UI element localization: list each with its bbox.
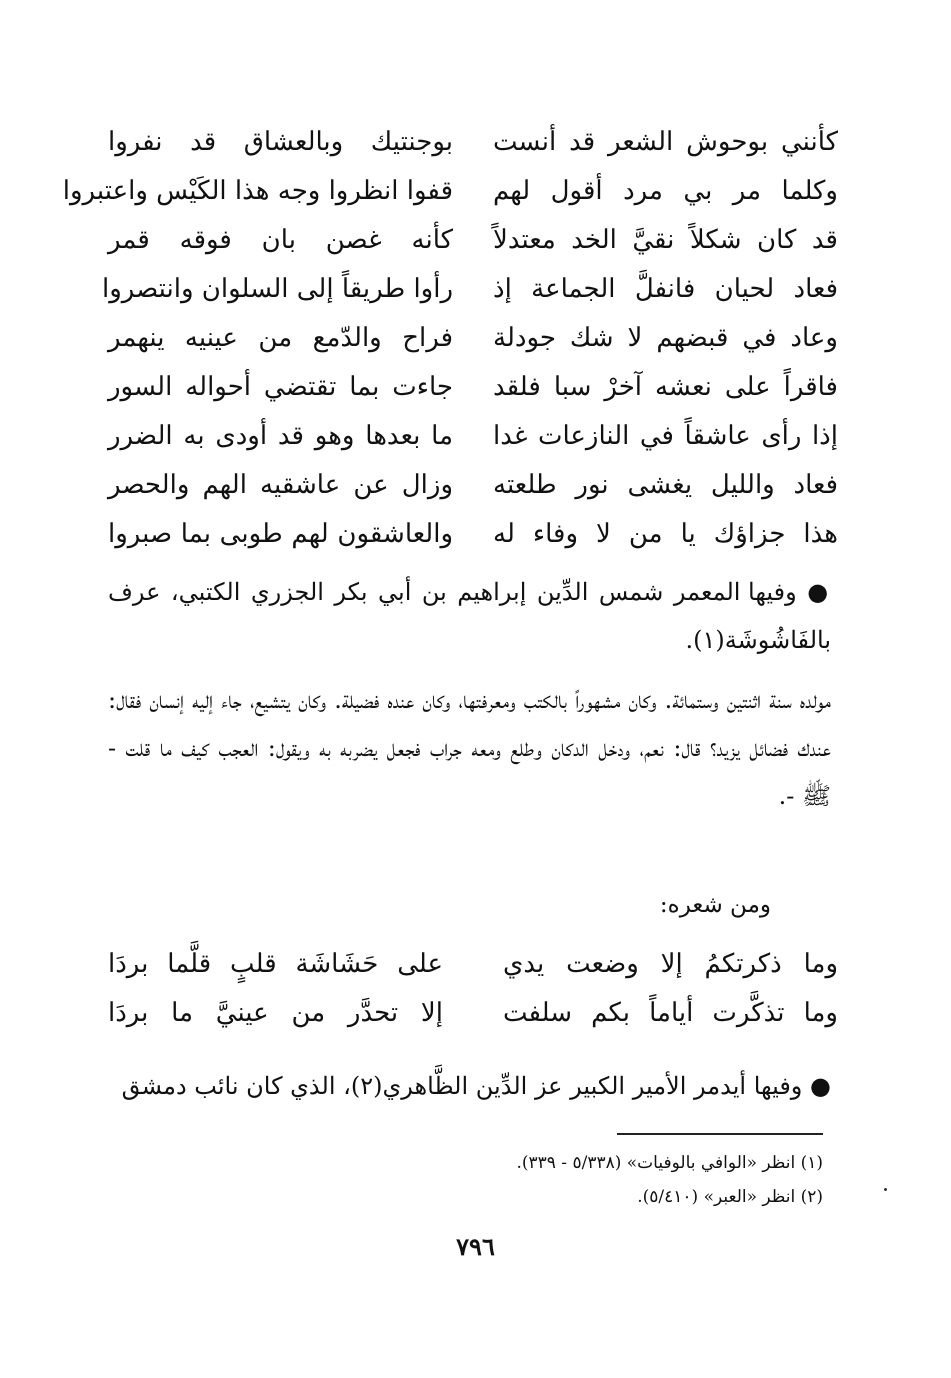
- footnote-2: (٢) انظر «العبر» (٥/٤١٠).: [637, 1187, 823, 1207]
- verse-second-hemistich: فراح والدّمع من عينيه ينهمر: [108, 323, 453, 353]
- verse-first-hemistich: إذا رأى عاشقاً في النازعات غدا: [493, 421, 838, 451]
- poem-top: [62, 118, 838, 559]
- verse-second-hemistich: بوجنتيك وبالعشاق قد نفروا: [108, 127, 453, 157]
- poem-bottom: [108, 940, 838, 1038]
- biography-paragraph: مولده سنة اثنتين وستمائة. وكان مشهوراً بالكتب ومعرفتها، وكان عنده فضيلة. وكان يتشيع، جاء إليه إنسان فقال: عندك فضائل يزيد؟ قال: نعم، ودخل الدكان وطلع ومعه جراب فجعل يضربه به ويقول: العجب كيف ما قلت - ﷺ -.: [108, 686, 831, 810]
- entry-paragraph-aydamur: [108, 1062, 831, 1110]
- poetry-heading: ومن شعره:: [659, 892, 771, 918]
- verse-first-hemistich: وما ذكرتكمُ إلا وضعت يدي: [503, 949, 838, 979]
- footnotes: [516, 1146, 823, 1214]
- verse-first-hemistich: فعاد والليل يغشى نور طلعته: [493, 470, 838, 500]
- verse-first-hemistich: وما تذكَّرت أياماً بكم سلفت: [503, 998, 838, 1028]
- verse-first-hemistich: كأنني بوحوش الشعر قد أنست: [493, 127, 838, 157]
- verse-second-hemistich: قفوا انظروا وجه هذا الكَيْس واعتبروا: [62, 176, 453, 206]
- verse-row: [108, 216, 838, 265]
- entry-text: وفيها أيدمر الأمير الكبير عز الدِّين الظَّاهري(٢)، الذي كان نائب دمشق: [121, 1072, 803, 1100]
- verse-second-hemistich: والعاشقون لهم طوبى بما صبروا: [108, 519, 453, 549]
- verse-second-hemistich: ما بعدها وهو قد أودى به الضرر: [108, 421, 453, 451]
- scan-speck: [884, 1188, 887, 1191]
- verse-first-hemistich: قد كان شكلاً نقيَّ الخد معتدلاً: [493, 225, 838, 255]
- verse-first-hemistich: فاقراً على نعشه آخرْ سبا فلقد: [493, 372, 838, 402]
- bullet-icon: ●: [810, 1072, 831, 1100]
- verse-row: [108, 363, 838, 412]
- verse-first-hemistich: وعاد في قبضهم لا شك جودلة: [493, 323, 838, 353]
- verse-second-hemistich: وزال عن عاشقيه الهم والحصر: [108, 470, 453, 500]
- verse-row: [108, 989, 838, 1038]
- verse-second-hemistich: على حَشَاشَة قلبٍ قلَّما بردَا: [108, 949, 443, 979]
- verse-row: [108, 412, 838, 461]
- page-number: ٧٩٦: [456, 1232, 495, 1261]
- verse-row: [108, 940, 838, 989]
- verse-second-hemistich: إلا تحدَّر من عينيَّ ما بردَا: [108, 998, 443, 1028]
- entry-paragraph-ibrahim: [108, 568, 831, 664]
- entry-text: وفيها المعمر شمس الدِّين إبراهيم بن أبي بكر الجزري الكتبي، عرف بالفَاشُوشَة(١).: [108, 578, 831, 654]
- verse-second-hemistich: جاءت بما تقتضي أحواله السور: [108, 372, 453, 402]
- verse-first-hemistich: هذا جزاؤك يا من لا وفاء له: [493, 519, 838, 549]
- verse-row: [108, 461, 838, 510]
- verse-row: [108, 510, 838, 559]
- verse-row: [101, 265, 838, 314]
- verse-second-hemistich: رأوا طريقاً إلى السلوان وانتصروا: [101, 274, 453, 304]
- footnote-divider: [617, 1133, 823, 1135]
- footnote-1: (١) انظر «الوافي بالوفيات» (٥/٣٣٨ - ٣٣٩).: [516, 1153, 823, 1173]
- verse-second-hemistich: كأنه غصن بان فوقه قمر: [108, 225, 453, 255]
- bullet-icon: ●: [807, 578, 831, 606]
- verse-row: [62, 167, 838, 216]
- verse-first-hemistich: فعاد لحيان فانفلَّ الجماعة إذ: [493, 274, 838, 304]
- verse-row: [108, 314, 838, 363]
- verse-row: [108, 118, 838, 167]
- verse-first-hemistich: وكلما مر بي مرد أقول لهم: [493, 176, 838, 206]
